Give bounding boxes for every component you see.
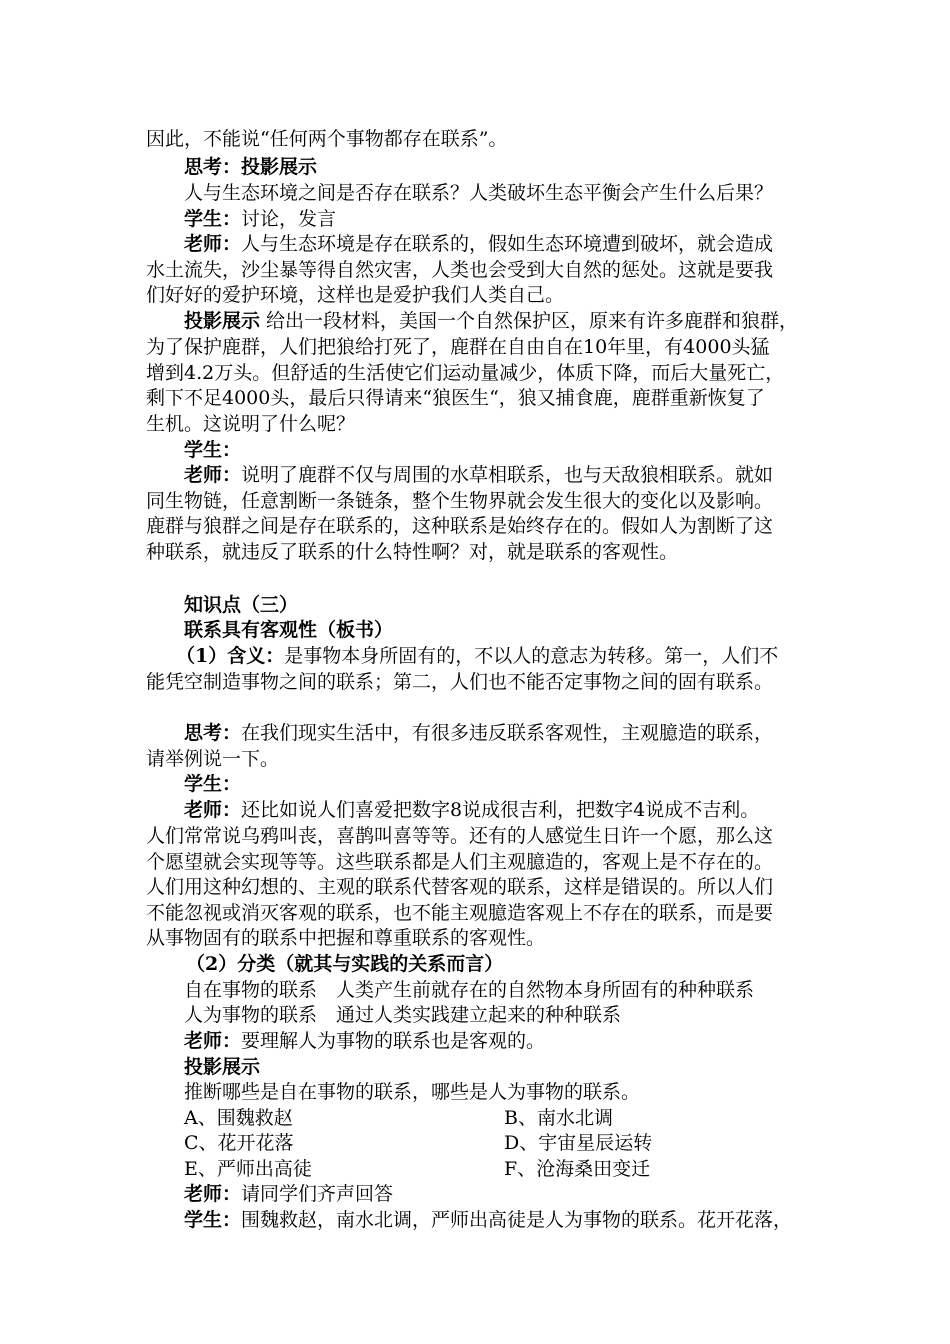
teacher-line [184,1029,545,1053]
speaker-text: 请同学们齐声回答 [241,1183,394,1205]
speaker-text: 要理解人为事物的联系也是客观的。 [241,1030,546,1052]
teacher-line [184,798,759,822]
paragraph-line: 增到4.2万头。但舒适的生活使它们运动量减少，体质下降，而后大量死亡， [146,362,785,384]
paragraph-line: 同生物链，任意割断一条链条，整个生物界就会发生很大的变化以及影响。 [146,490,774,512]
classification-line: 人为事物的联系 通过人类实践建立起来的种种联系 [184,1004,622,1026]
speaker-text: 围魏救赵，南水北调，严师出高徒是人为事物的联系。花开花落， [241,1209,793,1231]
speaker-label: 老师： [184,1030,242,1052]
section-heading: 联系具有客观性（板书） [184,619,394,641]
paragraph-line: 不能忽视或消灭客观的联系，也不能主观臆造客观上不存在的联系，而是要 [146,902,774,924]
think-label: 思考： [184,722,242,744]
student-label: 学生： [184,439,242,461]
option-item: B、南水北调 [504,1107,613,1129]
projection-text: 给出一段材料，美国一个自然保护区，原来有许多鹿群和狼群， [260,310,799,332]
definition-line [176,644,778,668]
paragraph-line: 能凭空制造事物之间的联系；第二，人们也不能否定事物之间的固有联系。 [146,671,774,693]
student-label: 学生： [184,773,242,795]
knowledge-point-heading: 知识点（三） [184,594,299,616]
speaker-text: 说明了鹿群不仅与周围的水草相联系，也与天敌狼相联系。就如 [241,464,774,486]
speaker-label: 学生： [184,1209,242,1231]
paragraph-line: 水土流失，沙尘暴等得自然灾害，人类也会受到大自然的惩处。这就是要我 [146,259,774,281]
speaker-text: 讨论，发言 [241,208,337,230]
paragraph-line: 们好好的爱护环境，这样也是爱护我们人类自己。 [146,284,565,306]
paragraph-line: 请举例说一下。 [146,748,280,770]
paragraph-line: 种联系，就违反了联系的什么特性啊？对，就是联系的客观性。 [146,541,679,563]
think-heading: 思考：投影展示 [184,156,318,178]
speaker-text: 还比如说人们喜爱把数字8说成很吉利，把数字4说成不吉利。 [241,799,760,821]
option-item: D、宇宙星辰运转 [504,1132,653,1154]
option-item: A、围魏救赵 [184,1107,293,1129]
paragraph-line: 个愿望就会实现等等。这些联系都是人们主观臆造的，客观上是不存在的。 [146,851,774,873]
definition-text: 是事物本身所固有的，不以人的意志为转移。第一，人们不 [284,645,779,667]
speaker-label: 老师： [184,233,242,255]
projection-line [184,309,798,333]
question-line: 推断哪些是自在事物的联系，哪些是人为事物的联系。 [184,1081,641,1103]
think-line [184,721,773,745]
paragraph-line: 剩下不足4000头，最后只得请来“狼医生“，狼又捕食鹿，鹿群重新恢复了 [146,387,765,409]
student-line [184,207,336,231]
paragraph-line: 生机。这说明了什么呢？ [146,413,356,435]
projection-label: 投影展示 [184,310,261,332]
speaker-text: 人与生态环境是存在联系的，假如生态环境遭到破坏，就会造成 [241,233,774,255]
classification-line: 自在事物的联系 人类产生前就存在的自然物本身所固有的种种联系 [184,979,755,1001]
teacher-line [184,1182,393,1206]
teacher-line [184,232,773,256]
classification-heading: （2）分类（就其与实践的关系而言） [186,953,504,975]
teacher-line [184,463,773,487]
option-item: F、沧海桑田变迁 [504,1158,651,1180]
projection-heading: 投影展示 [184,1056,261,1078]
speaker-label: 老师： [184,1183,242,1205]
paragraph-line: 为了保护鹿群，人们把狼给打死了，鹿群在自由自在10年里，有4000头猛 [146,336,770,358]
option-item: E、严师出高徒 [184,1158,312,1180]
option-item: C、花开花落 [184,1132,294,1154]
think-text: 在我们现实生活中，有很多违反联系客观性，主观臆造的联系， [241,722,774,744]
question-line: 人与生态环境之间是否存在联系？人类破坏生态平衡会产生什么后果？ [184,182,774,204]
speaker-label: 老师： [184,464,242,486]
paragraph-line: 从事物固有的联系中把握和尊重联系的客观性。 [146,927,546,949]
paragraph-line: 人们常常说乌鸦叫丧，喜鹊叫喜等等。还有的人感觉生日许一个愿，那么这 [146,825,774,847]
student-line [184,1208,792,1232]
speaker-label: 老师： [184,799,242,821]
paragraph-line: 人们用这种幻想的、主观的联系代替客观的联系，这样是错误的。所以人们 [146,876,774,898]
paragraph-line: 鹿群与狼群之间是存在联系的，这种联系是始终存在的。假如人为割断了这 [146,515,774,537]
paragraph-line: 因此，不能说“任何两个事物都存在联系”。 [146,128,508,150]
speaker-label: 学生： [184,208,242,230]
definition-label: （1）含义： [176,645,285,667]
